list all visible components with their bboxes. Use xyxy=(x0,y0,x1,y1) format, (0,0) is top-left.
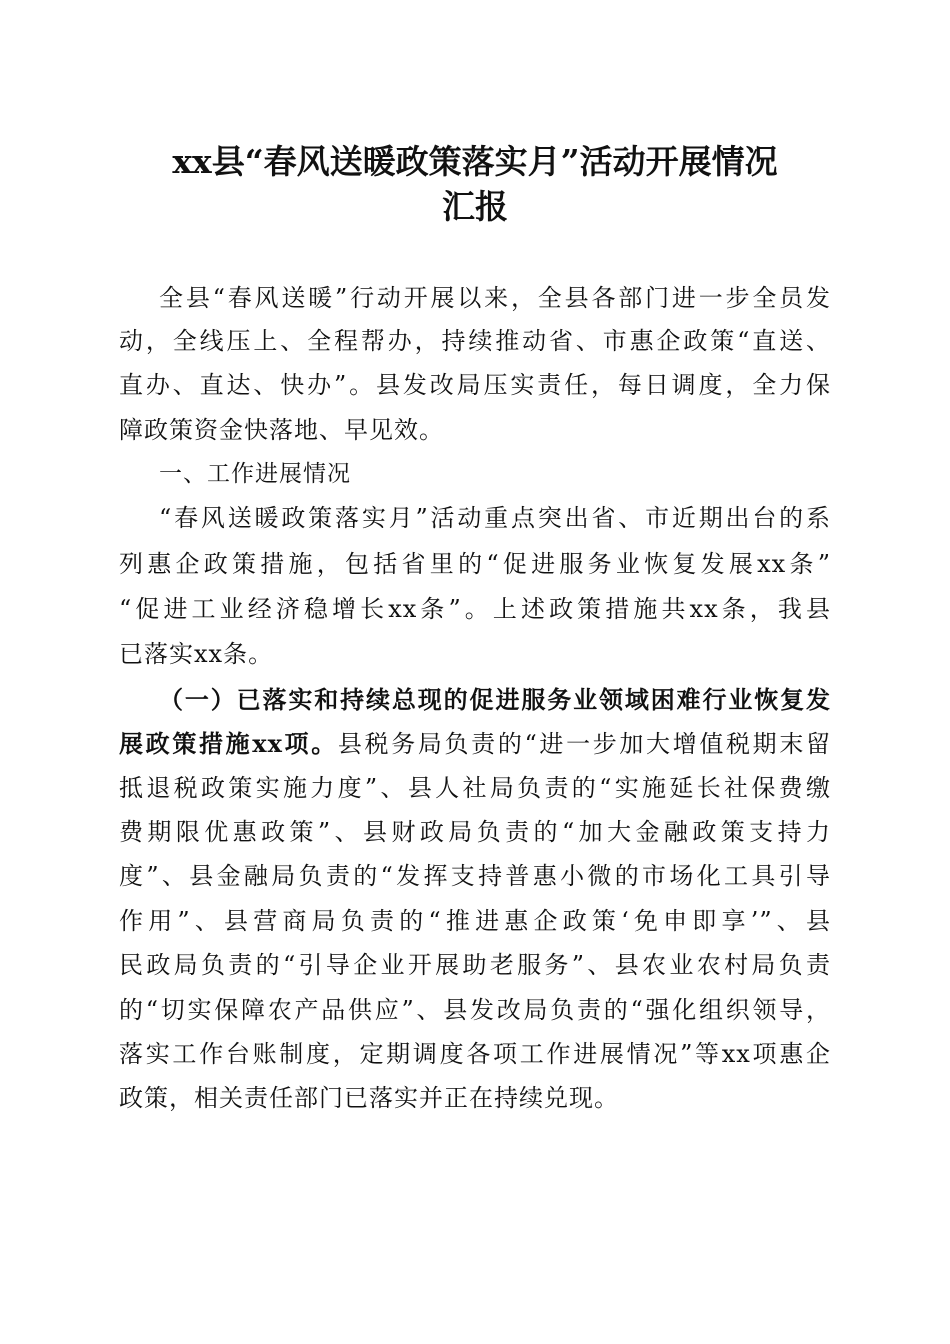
subsection-heading: （一）已落实和持续总现的促进服务业领域困难行业恢复发 xyxy=(159,685,831,714)
subsection-line: 作用”、县营商局负责的“推进惠企政策‘免申即享’”、县 xyxy=(119,907,831,935)
intro-line: 全县“春风送暖”行动开展以来，全县各部门进一步全员发 xyxy=(159,284,831,312)
subsection-line: 费期限优惠政策”、县财政局负责的“加大金融政策支持力 xyxy=(119,818,831,846)
intro-line: 障政策资金快落地、早见效。 xyxy=(119,416,444,444)
subsection-heading-end: 展政策措施xx项。 xyxy=(119,729,338,758)
subsection-text: 县税务局负责的“进一步加大增值税期末留 xyxy=(337,730,831,758)
subsection-line: 度”、县金融局负责的“发挥支持普惠小微的市场化工具引导 xyxy=(119,862,831,890)
document-title-line-2: 汇报 xyxy=(442,187,508,226)
section-heading: 一、工作进展情况 xyxy=(159,461,351,487)
document-title-line-1: xx县“春风送暖政策落实月”活动开展情况 xyxy=(172,142,778,181)
section-line: 列惠企政策措施，包括省里的“促进服务业恢复发展xx条” xyxy=(119,550,831,578)
intro-line: 动，全线压上、全程帮办，持续推动省、市惠企政策“直送、 xyxy=(119,327,831,355)
section-line: 已落实xx条。 xyxy=(119,640,274,668)
subsection-line: 民政局负责的“引导企业开展助老服务”、县农业农村局负责 xyxy=(119,951,831,979)
subsection-line: 政策，相关责任部门已落实并正在持续兑现。 xyxy=(119,1084,619,1112)
subsection-line: 的“切实保障农产品供应”、县发改局负责的“强化组织领导， xyxy=(119,996,831,1024)
intro-line: 直办、直达、快办”。县发改局压实责任，每日调度，全力保 xyxy=(119,371,831,399)
section-line: “促进工业经济稳增长xx条”。上述政策措施共xx条，我县 xyxy=(119,595,831,623)
subsection-line xyxy=(119,729,831,759)
subsection-line: 落实工作台账制度，定期调度各项工作进展情况”等xx项惠企 xyxy=(119,1040,831,1068)
subsection-line: 抵退税政策实施力度”、县人社局负责的“实施延长社保费缴 xyxy=(119,774,831,802)
section-line: “春风送暖政策落实月”活动重点突出省、市近期出台的系 xyxy=(159,504,831,532)
